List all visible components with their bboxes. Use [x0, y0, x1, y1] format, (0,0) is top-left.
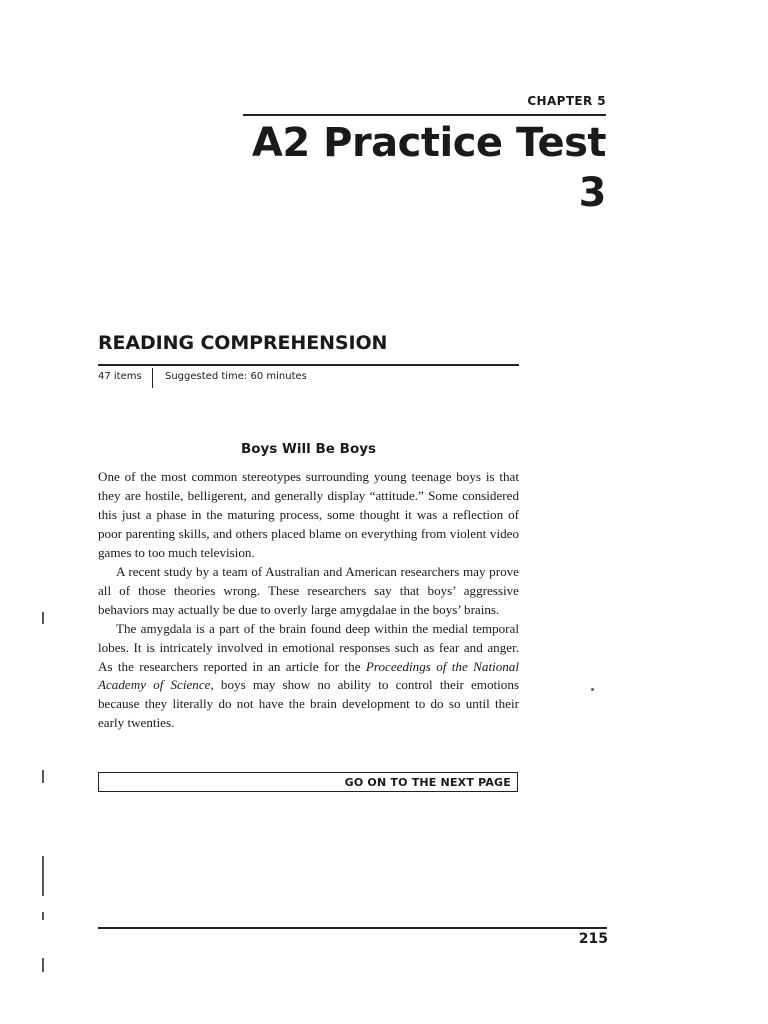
scan-dot	[591, 688, 594, 691]
paragraph-3	[98, 620, 519, 734]
chapter-title: A2 Practice Test 3	[251, 120, 606, 216]
scan-mark	[42, 958, 44, 972]
passage-body	[98, 468, 519, 733]
passage-title: Boys Will Be Boys	[240, 441, 377, 457]
journal-name: Proceedings of the National Academy of Science	[98, 658, 519, 693]
paragraph-1: One of the most common stereotypes surrounding young teenage boys is that they are hostile, belligerent, and generally display “attitude.” Some considered this just a phase in the maturing process, some thought it was a reflection of poor parenting skills, and others placed blame on everything from violent video games to too much television.	[98, 469, 519, 560]
page-number: 215	[578, 931, 608, 947]
next-page-label: GO ON TO THE NEXT PAGE	[344, 776, 511, 789]
meta-divider	[152, 368, 153, 388]
footer-rule	[98, 927, 607, 929]
next-page-box	[98, 772, 518, 792]
suggested-time: Suggested time: 60 minutes	[165, 371, 307, 382]
item-count: 47 items	[98, 371, 142, 382]
paragraph-2: A recent study by a team of Australian and American researchers may prove all of those theories wrong. These researchers say that boys’ aggressive behaviors may actually be due to overly large amygdalae in the boys’ brains.	[98, 563, 519, 617]
scan-mark	[42, 912, 44, 920]
paragraph-3-text-b: , boys may show no ability to control their emotions because they literally do not have the brain development to do so until their early twenties.	[98, 677, 519, 731]
section-heading: READING COMPREHENSION	[98, 332, 388, 354]
scan-mark	[42, 770, 44, 783]
scan-mark	[42, 612, 44, 624]
section-rule	[98, 364, 519, 366]
scan-mark	[42, 856, 44, 896]
chapter-label: CHAPTER 5	[527, 94, 606, 108]
paragraph-3-text-a: The amygdala is a part of the brain found deep within the medial temporal lobes. It is intricately involved in emotional responses such as fear and anger. As the researchers reported in an article for the	[98, 620, 519, 674]
chapter-rule	[243, 114, 606, 116]
